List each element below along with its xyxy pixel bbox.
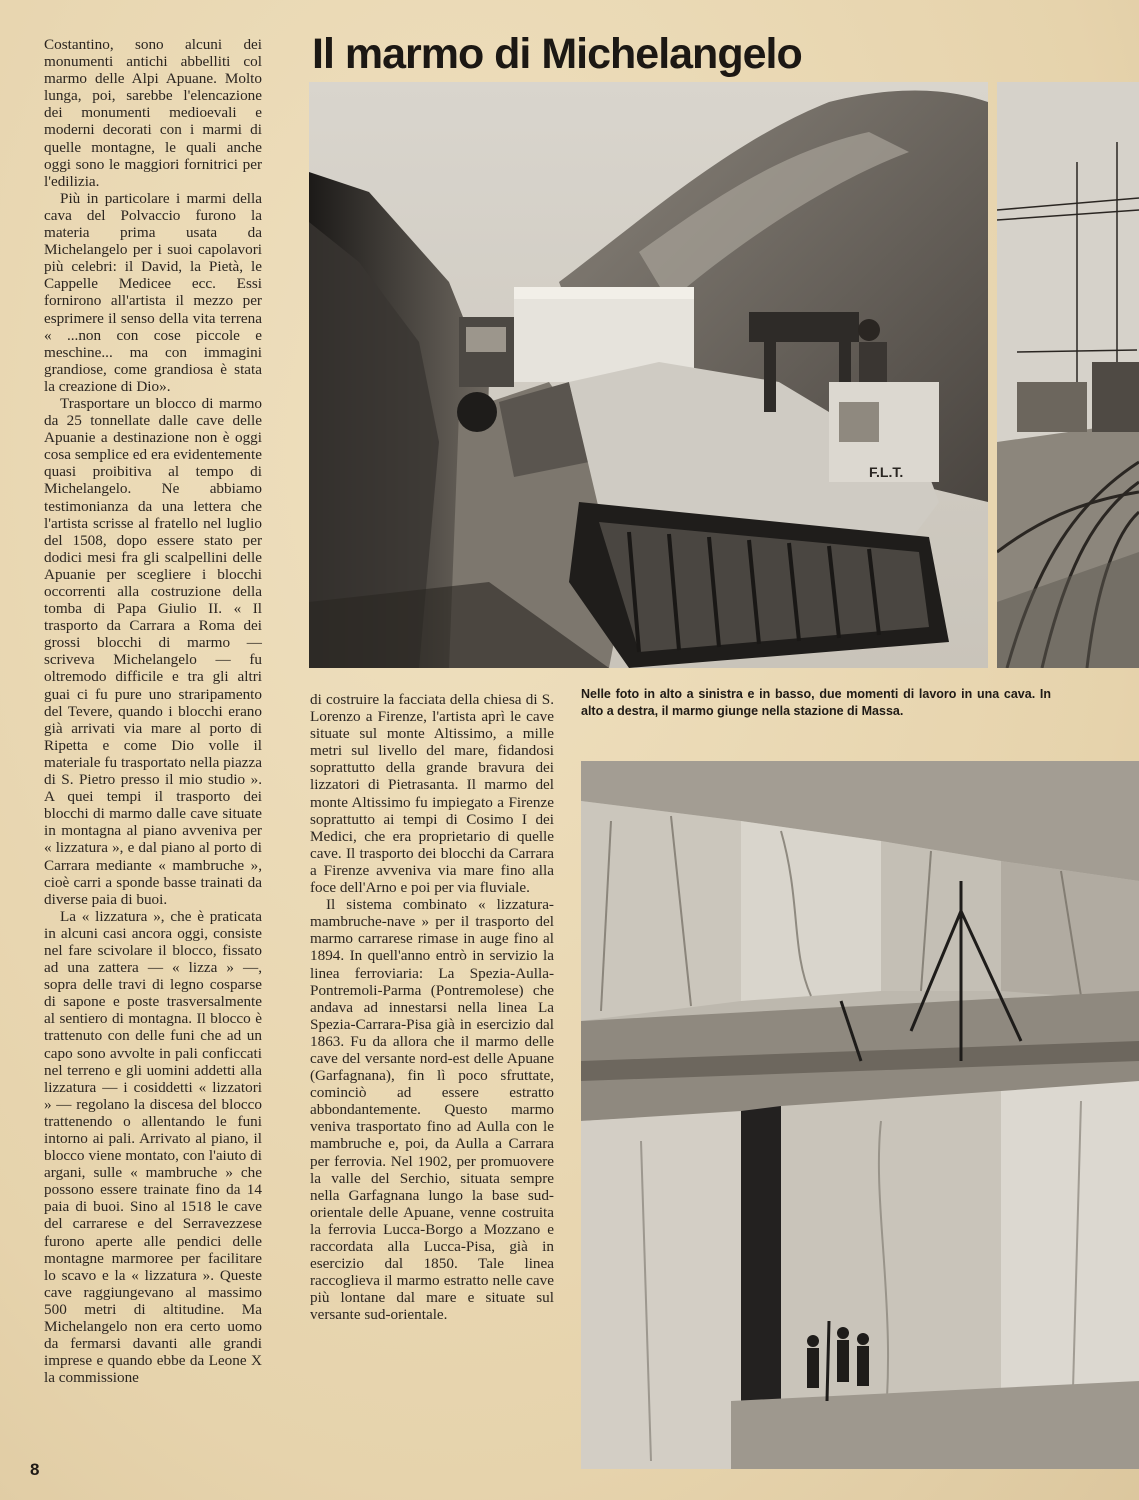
text-column-middle xyxy=(310,691,554,1323)
photo-railway-station xyxy=(997,82,1139,668)
paragraph: Il sistema combinato « lizzatura-mambruche-nave » per il trasporto del marmo carrarese rimase in auge fino al 1894. In quell'anno entrò in servizio la linea ferroviaria: La Spezia-Aulla-Pontremoli-Parma (Pontremolese) che andava ad innestarsi nella linea La Spezia-Carrara-Pisa già in esercizio dal 1863. Fu da allora che il marmo delle cave del versante nord-est delle Apuane (Garfagnana), fin lì poco sfruttate, cominciò ad essere estratto abbondantemente. Questo marmo veniva trasportato fino ad Aulla con le mambruche e, poi, da Aulla a Carrara per ferrovia. Nel 1902, per promuovere la valle del Serchio, situata sempre nella Garfagnana lungo la base sud-orientale delle Apuane, venne costruita la ferrovia Lucca-Borgo a Mozzano e raccordata alla Lucca-Pisa, già in esercizio dal 1850. Tale linea raccoglieva il marmo estratto nelle cave più lontane dal mare e situate sul versante sud-orientale. xyxy=(310,896,554,1324)
photo-bulldozer-quarry xyxy=(309,82,988,668)
text-column-left xyxy=(44,36,262,1386)
page-number: 8 xyxy=(30,1460,40,1479)
paragraph: La « lizzatura », che è praticata in alcuni casi ancora oggi, consiste nel fare scivolare il blocco, fissato ad una zattera — « lizza » —, sopra delle travi di legno cosparse di sapone e poste trasversalmente al sentiero di montagna. Il blocco è trattenuto con delle funi che ad un capo sono avvolte in pali conficcati nel terreno e gli uomini addetti alla lizzatura — i cosiddetti « lizzatori » — regolano la discesa del blocco trattenendo o allentando le funi intorno ai pali. Arrivato al piano, il blocco viene montato, con l'aiuto di argani, sulle « mambruche » che possono essere trainate fino da 14 paia di buoi. Sino al 1518 le cave del carrarese e del Serravezzese furono aperte alle pendici delle montagne marmoree per facilitare lo scavo e la « lizzatura ». Queste cave raggiungevano al massimo 500 metri di altitudine. Ma Michelangelo non era certo uomo da fermarsi davanti alle grandi imprese e quando ebbe da Leone X la commissione xyxy=(44,907,262,1387)
paragraph: di costruire la facciata della chiesa di S. Lorenzo a Firenze, l'artista aprì le cave situate sul monte Altissimo, a mille metri sul livello del mare, fidandosi soprattutto della grande bravura dei lizzatori di Pietrasanta. Il marmo del monte Altissimo fu impiegato a Firenze soprattutto ai tempi di Cosimo I dei Medici, che era proprietario di quelle cave. Il trasporto dei blocchi da Carrara a Firenze avveniva via mare fino alla foce dell'Arno e poi per via fluviale. xyxy=(310,691,554,897)
photo-caption: Nelle foto in alto a sinistra e in basso, due momenti di lavoro in una cava. In alto a destra, il marmo giunge nella stazione di Massa. xyxy=(581,687,1051,718)
paragraph: Più in particolare i marmi della cava del Polvaccio furono la materia prima usata da Michelangelo per i suoi capolavori più celebri: il David, la Pietà, le Cappelle Medicee ecc. Essi fornirono all'artista il mezzo per esprimere il senso della vita terrena « ...non con cose piccole e meschine... ma con immagini grandiose, come grandiosa è stata la creazione di Dio». xyxy=(44,189,262,395)
paragraph: Costantino, sono alcuni dei monumenti antichi abbelliti col marmo delle Alpi Apuane. Molto lunga, poi, sarebbe l'elencazione dei monumenti medioevali e moderni decorati con i marmi di quelle montagne, le quali anche oggi sono le maggiori fornitrici per l'edilizia. xyxy=(44,36,262,190)
photo-marble-quarry xyxy=(581,761,1139,1469)
article-title: Il marmo di Michelangelo xyxy=(312,30,802,78)
paragraph: Trasportare un blocco di marmo da 25 tonnellate dalle cave delle Apuanie a destinazione non è oggi cosa semplice ed era evidentemente quasi proibitiva al tempo di Michelangelo. Ne abbiamo testimonianza da una lettera che l'artista scrisse al fratello nel luglio del 1508, dopo essere stato per dodici mesi fra gli scalpellini delle Apuanie per scegliere i blocchi occorrenti alla costruzione della tomba di Papa Giulio II. « Il trasporto da Carrara a Roma dei grossi blocchi di marmo — scriveva Michelangelo — fu oltremodo difficile e tra gli altri guai ci fu pure uno straripamento del Tevere, quando i blocchi erano già arrivati via mare al porto di Ripetta e come Dio volle il materiale fu trasportato nella piazza di S. Pietro presso il mio studio ». A quei tempi il trasporto dei blocchi di marmo dalle cave situate in montagna al piano avveniva per « lizzatura », e dal piano al porto di Carrara mediante « mambruche », cioè carri a sponde basse trainati da diverse paia di buoi. xyxy=(44,394,262,908)
machine-marking: F.L.T. xyxy=(869,464,904,480)
